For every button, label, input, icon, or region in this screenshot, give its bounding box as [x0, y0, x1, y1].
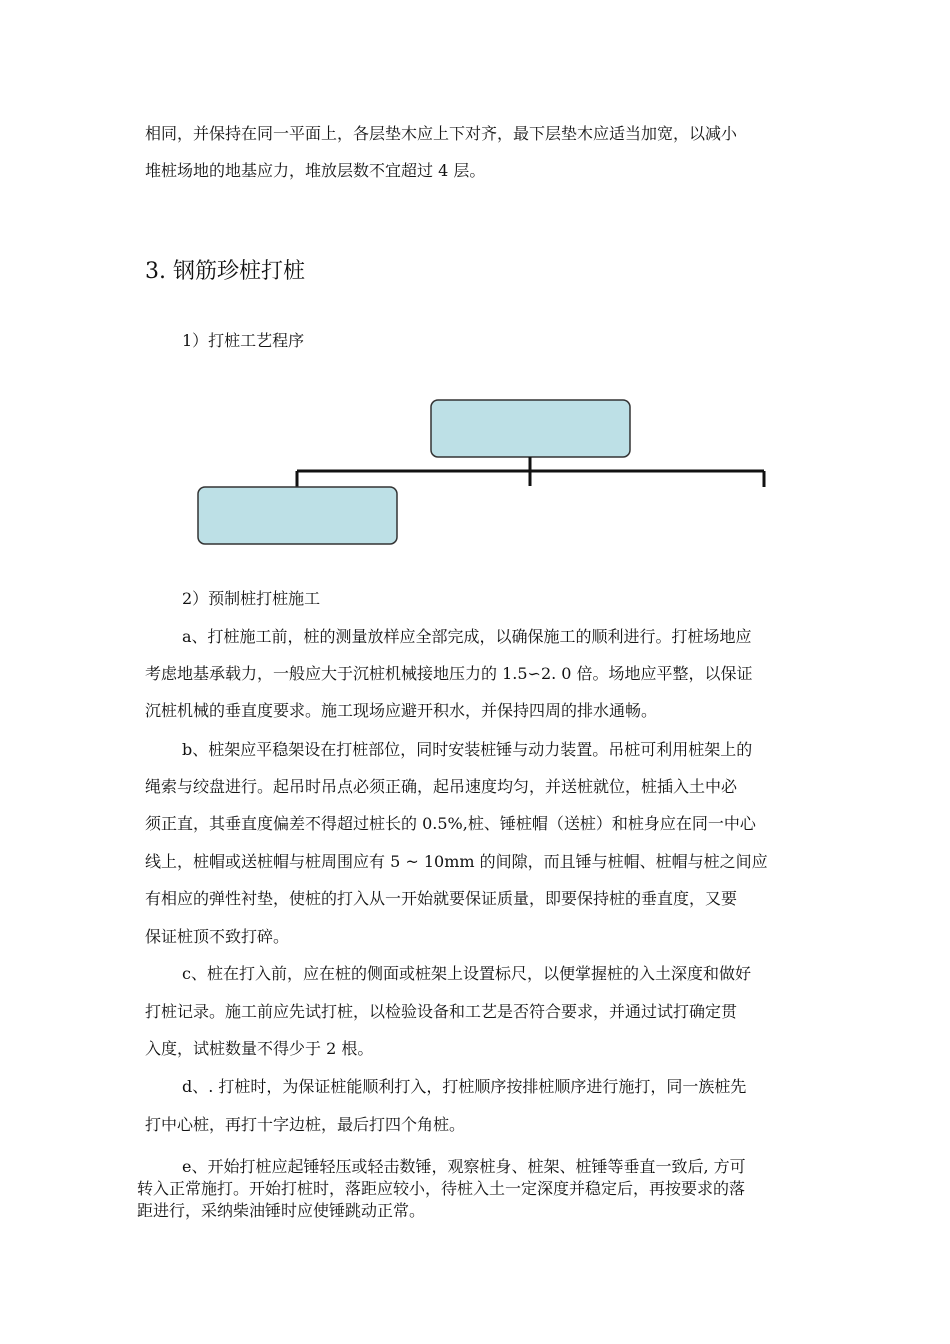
- para-a-line-3: 沉桩机械的垂直度要求。施工现场应避开积水，并保持四周的排水通畅。: [145, 701, 658, 720]
- subheading-construction: 2）预制桩打桩施工: [182, 589, 321, 608]
- para-b-line-1: b、桩架应平稳架设在打桩部位，同时安装桩锤与动力装置。吊桩可利用桩架上的: [182, 740, 753, 759]
- para-b-line-2: 绳索与绞盘进行。起吊时吊点必须正确，起吊速度均匀，并送桩就位，桩插入土中必: [145, 777, 738, 796]
- section-heading: 3. 钢筋珍桩打桩: [145, 259, 305, 284]
- subheading-process: 1）打桩工艺程序: [182, 331, 305, 350]
- para-c-line-1: c、桩在打入前，应在桩的侧面或桩架上设置标尺，以便掌握桩的入土深度和做好: [182, 964, 751, 983]
- intro-line-1: 相同，并保持在同一平面上，各层垫木应上下对齐，最下层垫木应适当加宽，以减小: [145, 124, 738, 143]
- para-d-line-1: d、. 打桩时，为保证桩能顺利打入，打桩顺序按排桩顺序进行施打，同一族桩先: [182, 1077, 747, 1096]
- para-c-line-3: 入度，试桩数量不得少于 2 根。: [145, 1039, 374, 1058]
- para-a-line-2: 考虑地基承载力，一般应大于沉桩机械接地压力的 1.5∽2. 0 倍。场地应平整，以保证: [145, 664, 753, 683]
- para-d-line-2: 打中心桩，再打十字边桩，最后打四个角桩。: [145, 1115, 466, 1134]
- para-b-line-6: 保证桩顶不致打碎。: [145, 927, 290, 946]
- para-b-line-4: 线上，桩帽或送桩帽与桩周围应有 5 ~ 10mm 的间隙，而且锤与桩帽、桩帽与桩之间应: [145, 852, 768, 871]
- para-e-line-1: e、开始打桩应起锤轻压或轻击数锤，观察桩身、桩架、桩锤等垂直一致后, 方可: [182, 1157, 746, 1176]
- para-b-line-3: 须正直，其垂直度偏差不得超过桩长的 0.5%,桩、锤桩帽（送桩）和桩身应在同一中心: [145, 814, 756, 833]
- diagram-box-left: [198, 487, 397, 544]
- para-e-line-3: 距进行，采纳柴油锤时应使锤跳动正常。: [137, 1201, 426, 1220]
- para-e-line-2: 转入正常施打。开始打桩时，落距应较小，待桩入土一定深度并稳定后，再按要求的落: [137, 1179, 746, 1198]
- para-a-line-1: a、打桩施工前，桩的测量放样应全部完成，以确保施工的顺利进行。打桩场地应: [182, 627, 752, 646]
- para-b-line-5: 有相应的弹性衬垫，使桩的打入从一开始就要保证质量，即要保持桩的垂直度，又要: [145, 889, 738, 908]
- para-c-line-2: 打桩记录。施工前应先试打桩，以检验设备和工艺是否符合要求，并通过试打确定贯: [145, 1002, 738, 1021]
- diagram-box-top: [431, 400, 630, 457]
- process-diagram: [0, 0, 950, 560]
- intro-line-2: 堆桩场地的地基应力，堆放层数不宜超过 4 层。: [145, 161, 486, 180]
